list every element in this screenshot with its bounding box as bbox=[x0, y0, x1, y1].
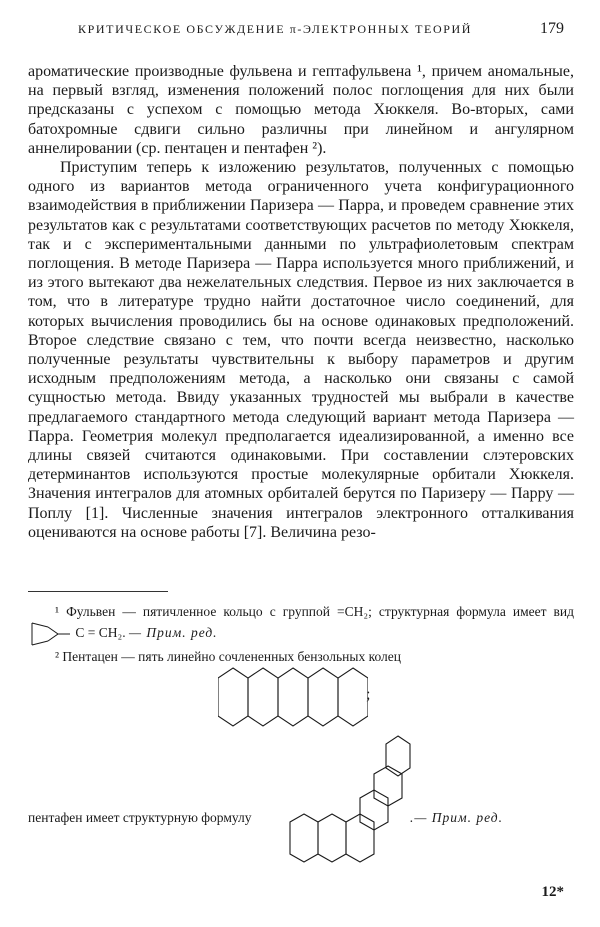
pentacene-semicolon: ; bbox=[366, 686, 371, 703]
paragraph-1: ароматические производные фульвена и гептафульвена ¹, причем аномальные, на первый взгляд, изменения положений полос поглощения для них были предсказаны с успехом с помощью метода Хюккеля. Во-вторых, сами батохромные сдвиги сильно различны при линейном и ангулярном аннелировании (ср. пентацен и пентафен ²). bbox=[28, 63, 574, 157]
pentacene-structure bbox=[218, 664, 371, 736]
footnote-rule bbox=[28, 591, 168, 592]
main-text bbox=[28, 62, 574, 542]
page-number: 179 bbox=[540, 20, 564, 37]
paragraph-2: Приступим теперь к изложению результатов, полученных с помощью одного из вариантов метода ограниченного учета конфигурационного взаимодействия в приближении Паризера — Парра, и проведем сравнение этих результатов как с результатами соответствующих расчетов по методу Хюккеля, так и с экспериментальными данными по ультрафиолетовым спектрам поглощения. В методе Паризера — Парра используется много приближений, и из этого вытекают два нежелательных следствия. Первое из них заключается в том, что в литературе трудно найти достаточное число соединений, для которых вычисления проводились бы на основе одинаковых предположений. Второе следствие связано с тем, что почти всегда неизвестно, насколько полученные результаты чувствительны к выбору параметров и другим исходным предположениям метода, а насколько они связаны с самой сущностью метода. Ввиду указанных трудностей мы выбрали в качестве предлагаемого стандартного метода следующий вариант метода Паризера — Парра. Геометрия молекул предполагается идеализированной, а именно все длины связей считаются одинаковыми. При составлении слэтеровских детерминантов используются простые молекулярные орбитали Хюккеля. Значения интегралов для атомных орбиталей берутся по Паризеру — Парру — Поплу [1]. Численные значения интегралов электронного отталкивания оцениваются на основе работы [7]. Величина резо- bbox=[28, 159, 574, 541]
footnote-1-text: ¹ Фульвен — пятичленное кольцо с группой =CH₂; структурная формула имеет вид bbox=[55, 604, 574, 619]
signature-mark: 12* bbox=[541, 884, 564, 900]
footnote-1 bbox=[28, 602, 574, 647]
footnote-1-note: — Прим. ред. bbox=[128, 625, 218, 641]
footnote-2: ² Пентацен — пять линейно сочлененных бензольных колец bbox=[55, 649, 401, 664]
pentaphene-structure bbox=[288, 732, 412, 872]
footnotes bbox=[28, 602, 574, 666]
running-head: КРИТИЧЕСКОЕ ОБСУЖДЕНИЕ π-ЭЛЕКТРОННЫХ ТЕОРИЙ bbox=[78, 22, 473, 36]
pentaphene-label: пентафен имеет структурную формулу bbox=[28, 810, 252, 825]
fulvene-formula: C = CH₂. bbox=[75, 625, 126, 641]
pentaphene-note: .— Прим. ред. bbox=[410, 810, 503, 825]
fulvene-ring-icon bbox=[28, 621, 72, 647]
